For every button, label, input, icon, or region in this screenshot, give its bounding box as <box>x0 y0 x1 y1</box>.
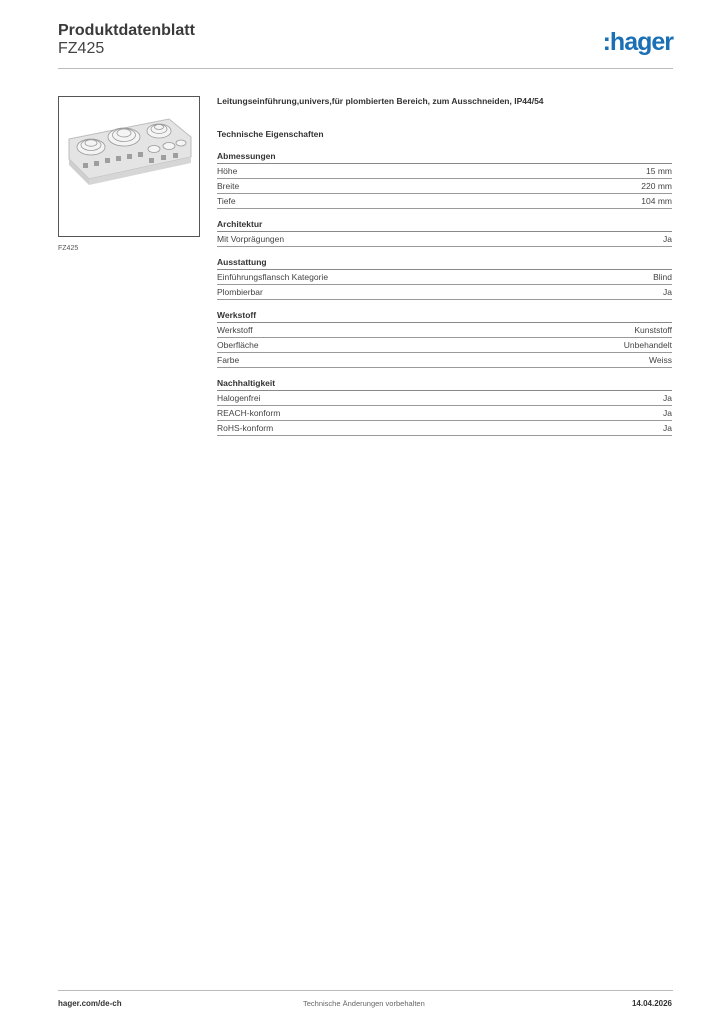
section-title: Ausstattung <box>217 257 672 270</box>
image-caption: FZ425 <box>58 245 79 252</box>
property-label: Einführungsflansch Kategorie <box>217 272 329 282</box>
property-label: Breite <box>217 181 240 191</box>
footer-notice: Technische Änderungen vorbehalten <box>303 999 425 1008</box>
section-title: Nachhaltigkeit <box>217 378 672 391</box>
hager-logo: :hager <box>602 28 673 56</box>
product-description: Leitungseinführung,univers,für plombierten Bereich, zum Ausschneiden, IP44/54 <box>217 96 544 106</box>
property-value: Weiss <box>649 355 672 365</box>
property-row <box>217 406 672 421</box>
property-label: REACH-konform <box>217 408 281 418</box>
tech-properties-heading: Technische Eigenschaften <box>217 129 324 139</box>
property-section <box>217 151 672 209</box>
property-value: 15 mm <box>646 166 672 176</box>
property-row <box>217 232 672 247</box>
page-header <box>58 20 673 70</box>
property-row <box>217 323 672 338</box>
property-row <box>217 270 672 285</box>
property-value: 220 mm <box>641 181 672 191</box>
property-value: Kunststoff <box>634 325 672 335</box>
property-value: Ja <box>663 423 672 433</box>
property-row <box>217 353 672 368</box>
property-value: Ja <box>663 393 672 403</box>
property-label: Farbe <box>217 355 240 365</box>
product-details <box>217 96 672 446</box>
product-image <box>58 96 200 237</box>
property-row <box>217 285 672 300</box>
property-label: Werkstoff <box>217 325 253 335</box>
page-title: Produktdatenblatt <box>58 22 195 39</box>
property-label: Tiefe <box>217 196 236 206</box>
section-title: Abmessungen <box>217 151 672 164</box>
footer-date: 14.04.2026 <box>631 999 672 1008</box>
property-row <box>217 338 672 353</box>
property-label: Oberfläche <box>217 340 259 350</box>
property-row <box>217 391 672 406</box>
property-value: 104 mm <box>641 196 672 206</box>
property-section <box>217 378 672 436</box>
property-value: Blind <box>653 272 672 282</box>
property-label: Plombierbar <box>217 287 263 297</box>
property-value: Unbehandelt <box>623 340 672 350</box>
property-label: Höhe <box>217 166 238 176</box>
section-title: Architektur <box>217 219 672 232</box>
property-section <box>217 219 672 247</box>
section-title: Werkstoff <box>217 310 672 323</box>
property-row <box>217 164 672 179</box>
cable-entry-plate-image <box>59 97 199 236</box>
property-row <box>217 194 672 209</box>
property-label: Halogenfrei <box>217 393 261 403</box>
property-row <box>217 421 672 436</box>
footer-website[interactable]: hager.com/de-ch <box>58 999 122 1008</box>
footer-divider <box>58 990 673 991</box>
property-row <box>217 179 672 194</box>
product-code: FZ425 <box>58 40 105 57</box>
property-value: Ja <box>663 234 672 244</box>
property-section <box>217 310 672 368</box>
property-value: Ja <box>663 287 672 297</box>
header-divider <box>58 68 673 69</box>
property-section <box>217 257 672 300</box>
property-label: RoHS-konform <box>217 423 274 433</box>
property-sections <box>217 151 672 436</box>
property-value: Ja <box>663 408 672 418</box>
property-label: Mit Vorprägungen <box>217 234 285 244</box>
